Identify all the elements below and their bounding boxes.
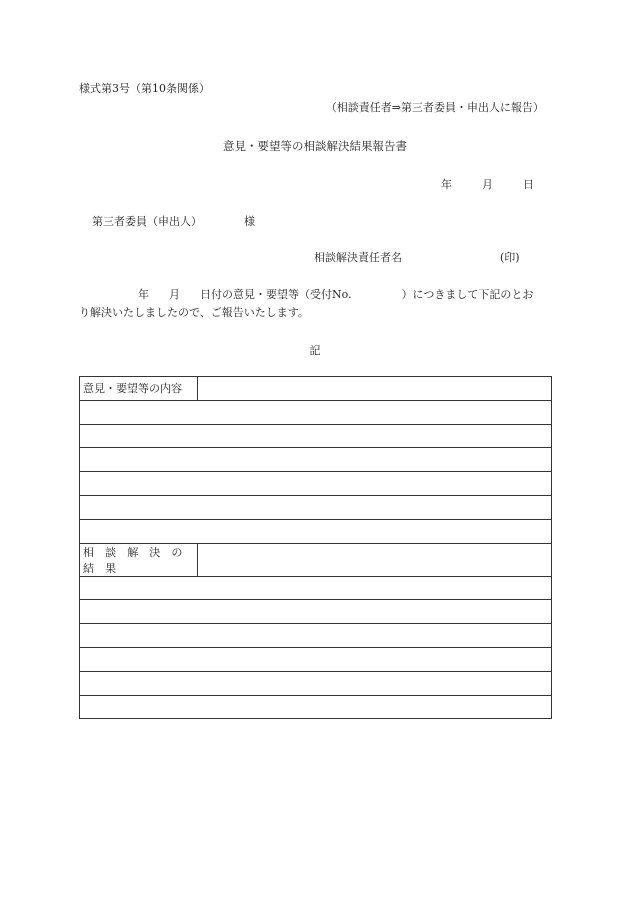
document-title: 意見・要望等の相談解決結果報告書 [223,139,407,153]
date-line [441,176,534,192]
responsible-label: 相談解決責任者名 [314,251,402,264]
routing-note: （相談責任者⇒第三者委員・申出人に報告） [325,101,544,114]
result-line[interactable] [80,600,552,624]
content-line[interactable] [80,424,552,448]
table-row [80,576,552,600]
content-line[interactable] [80,400,552,424]
table-row [80,495,552,519]
seal-mark: (印) [500,251,520,264]
section1-label: 意見・要望等の内容 [80,377,198,401]
form-number: 様式第3号（第10条関係） [79,82,210,95]
content-line[interactable] [80,448,552,472]
table-row [80,695,552,719]
date-year: 年 [441,178,452,191]
result-line[interactable] [80,624,552,648]
content-line[interactable] [80,519,552,543]
body-month: 月 [169,288,180,301]
result-line[interactable] [80,671,552,695]
table-row [80,472,552,496]
table-row [80,519,552,543]
table-row [80,424,552,448]
body-day-text: 日付の意見・要望等（受付No. [200,288,352,301]
date-day: 日 [523,178,534,191]
section2-label: 相 談 解 決 の 結 果 [80,543,198,576]
ki-heading: 記 [309,344,321,357]
table-row [80,400,552,424]
report-table [79,376,552,719]
section2-header-field[interactable] [198,543,552,576]
table-row [80,543,552,576]
table-row [80,624,552,648]
table-row [80,377,552,401]
body-line-2: り解決いたしましたので、ご報告いたします。 [79,306,309,319]
result-line[interactable] [80,695,552,719]
table-row [80,647,552,671]
content-line[interactable] [80,495,552,519]
body-line1-end: ）につきまして下記のとお [401,288,534,301]
table-row [80,600,552,624]
result-line[interactable] [80,576,552,600]
recipient-label: 第三者委員（申出人） [92,215,202,228]
recipient-line [92,213,255,229]
date-month: 月 [482,178,493,191]
content-line[interactable] [80,472,552,496]
body-year: 年 [138,288,149,301]
body-line-1 [138,286,533,302]
section1-header-field[interactable] [198,377,552,401]
result-line[interactable] [80,647,552,671]
table-row [80,671,552,695]
table-row [80,448,552,472]
recipient-honorific: 様 [244,215,255,228]
